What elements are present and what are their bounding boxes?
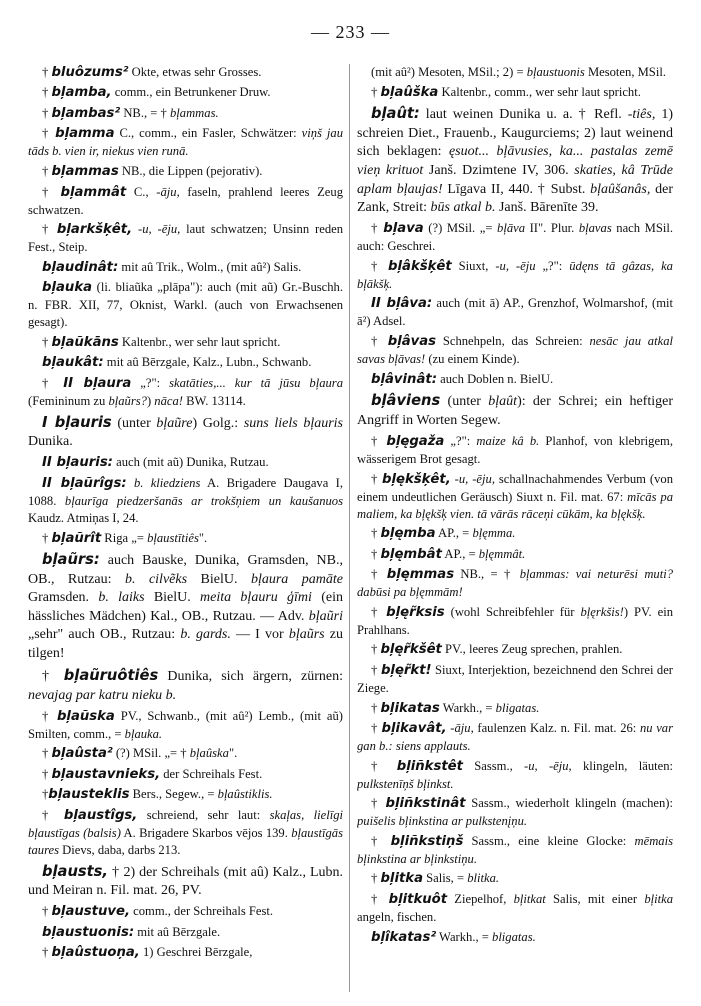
entry-example: bļaût — [488, 394, 518, 410]
entry-text: NB., die Lippen (pejorativ). — [118, 164, 263, 179]
dictionary-entry — [357, 795, 673, 830]
dictionary-entry — [28, 105, 343, 123]
entry-headword: bļammât — [60, 184, 127, 200]
entry-example: bļammas: vai neturēsi muti? dabūsi pa bļęmmām! — [357, 567, 673, 600]
dictionary-entry — [357, 391, 673, 430]
entry-text: Salis, mit einer — [545, 891, 645, 906]
dictionary-entry — [357, 84, 673, 102]
entry-example: bļęmma. — [472, 526, 516, 541]
entry-text: † — [371, 258, 389, 273]
dictionary-entry — [357, 891, 673, 926]
dictionary-entry — [28, 334, 343, 352]
entry-text: faseln, prahlend leeres Zeug schwatzen. — [28, 184, 343, 217]
entry-example: bļitka — [644, 891, 673, 906]
entry-headword: II bļaũrîgs: — [42, 475, 127, 491]
entry-text: 1) schreien Diet., Frauenb., Kaugurciems; 2) laut weinend sich beklagen: — [357, 107, 673, 160]
entry-text: † — [371, 567, 387, 582]
entry-text: † — [371, 662, 381, 677]
entry-text: nach MSil. auch: Geschrei. — [357, 221, 673, 254]
entry-text: „?": — [444, 433, 477, 448]
entry-example: bļaûstiklis. — [217, 787, 273, 802]
entry-text: Janš. Bārenīte 39. — [495, 200, 599, 216]
entry-text: Planhof, von klebrigem, wässerigem Brot gesagt. — [357, 433, 673, 466]
entry-text: comm., der Schreihals Fest. — [129, 904, 274, 919]
entry-text: (Femininum zu — [28, 393, 109, 408]
entry-text: † — [42, 334, 52, 349]
entry-text: † — [371, 546, 381, 561]
entry-example: bļavas — [578, 221, 612, 236]
entry-text: ): der Schrei; ein heftiger Angriff in Worten Segew. — [357, 394, 673, 428]
entry-example: skaties, kâ Trūde aplam bļaujas! — [357, 162, 673, 197]
entry-headword: bļęmba — [380, 526, 436, 542]
entry-text: † — [371, 526, 381, 541]
entry-text: (ein hässliches Mädchen) Kal., OB., Rutzau. — Adv. — [28, 590, 343, 624]
entry-headword: bļaũruôtiês — [63, 667, 159, 685]
entry-example: -u, -ēju, — [138, 222, 181, 237]
dictionary-entry — [357, 720, 673, 755]
entry-example: bļaurīga piedzeršanās ar trokšņiem un kaušanuos — [64, 493, 343, 508]
entry-text: (wohl Schreibfehler für — [444, 604, 581, 619]
entry-text: PV., Schwanb., (mit aû²) Lemb., (mit aũ) Smilten, comm., = — [28, 708, 343, 741]
entry-example: nu var gan b.: siens applauts. — [357, 721, 673, 753]
entry-example: bļaũrs? — [108, 393, 147, 408]
dictionary-entry — [357, 104, 673, 218]
entry-text: Janš. Dzimtene IV, 306. — [423, 162, 575, 178]
dictionary-entry — [357, 566, 673, 601]
dictionary-entry — [28, 944, 343, 962]
dictionary-entry — [28, 903, 343, 921]
entry-text: Kaltenbr., wer sehr laut spricht. — [118, 334, 281, 349]
entry-text: Siuxt, Interjektion, bezeichnend den Schrei der Ziege. — [357, 662, 673, 695]
entry-text: † — [42, 184, 61, 199]
dictionary-entry — [28, 862, 343, 901]
entry-headword: bļęgaža — [386, 433, 445, 449]
entry-text: C., — [126, 184, 157, 199]
entry-example: suns liels bļauris — [243, 415, 343, 431]
entry-text: NB., = † — [454, 567, 520, 582]
entry-text: † — [371, 721, 382, 736]
entry-text: † — [42, 65, 52, 79]
dictionary-entry — [357, 525, 673, 543]
entry-example: -u, -ēju, — [454, 471, 495, 486]
entry-text: † — [42, 708, 57, 723]
dictionary-entry — [28, 786, 343, 804]
entry-headword: bļękšķêt, — [382, 471, 451, 487]
entry-text: Bers., Segew., = — [129, 787, 218, 802]
dictionary-entry — [357, 546, 673, 564]
entry-text: Siuxt, — [451, 258, 496, 273]
entry-text: angeln, fischen. — [357, 909, 437, 924]
dictionary-entry — [28, 413, 343, 452]
entry-text: † — [42, 164, 52, 179]
entry-text: † — [42, 105, 52, 120]
entry-example: blitka. — [467, 871, 500, 886]
entry-headword: bļęmmas — [386, 567, 455, 583]
entry-text: † — [371, 433, 387, 448]
entry-text: † — [42, 222, 57, 237]
dictionary-entry — [357, 700, 673, 718]
dictionary-entry — [28, 221, 343, 256]
entry-text: mit aû Bērzgale, Kalz., Lubn., Schwanb. — [103, 355, 312, 370]
dictionary-entry — [28, 64, 343, 82]
dictionary-entry — [28, 766, 343, 784]
entry-headword: bļausteklis — [48, 787, 130, 803]
dictionary-entry — [28, 666, 343, 705]
entry-text: Salis, = — [423, 871, 468, 886]
entry-text: † — [42, 85, 52, 100]
entry-text: schallnachahmendes Verbum (von einem undeutlichen Geräusch) Siuxt n. Fil. mat. 67: — [357, 471, 673, 504]
entry-example: b. laiks — [98, 590, 145, 606]
dictionary-entry — [28, 530, 343, 548]
entry-text: auch (mit ā) AP., Grenzhof, Wolmarshof, (mit ā²) Adsel. — [357, 296, 673, 329]
entry-text: (unter — [440, 394, 489, 410]
entry-example: būs atkal b. — [430, 200, 496, 216]
entry-example: bļaûšanâs, — [590, 181, 651, 197]
entry-text: Dunika. — [28, 434, 73, 450]
entry-text: NB., = † — [120, 105, 170, 120]
entry-example: skatāties,... kur tā jūsu bļaura — [169, 375, 343, 390]
entry-example: bļauka. — [124, 726, 163, 741]
dictionary-entry — [28, 84, 343, 102]
entry-example: bļaustuonis — [526, 65, 585, 79]
entry-example: -āju, — [450, 721, 474, 736]
entry-text: „?": — [131, 375, 170, 390]
entry-text: † — [371, 471, 383, 486]
dictionary-entry — [357, 870, 673, 888]
entry-headword: II bļauris: — [42, 455, 113, 471]
entry-text: † — [42, 945, 52, 960]
entry-example: bļaustīgās taures — [28, 825, 343, 858]
entry-text: (?) MSil. „= — [423, 221, 498, 236]
entry-text: auch Doblen n. BielU. — [437, 371, 554, 386]
entry-text: ) — [146, 393, 155, 408]
entry-text: schreiend, sehr laut: — [137, 807, 270, 822]
entry-headword: bļambas² — [51, 105, 121, 121]
entry-text: Warkh., = — [439, 700, 496, 715]
entry-example: nevajag par katru nieku b. — [28, 687, 177, 703]
dictionary-entry — [357, 258, 673, 293]
entry-headword: bļamba, — [51, 85, 112, 101]
entry-example: maize kâ b. — [476, 433, 540, 448]
entry-headword: bļaustuve, — [51, 904, 130, 920]
entry-text: ". — [198, 530, 208, 545]
entry-example: bļitkat — [513, 891, 546, 906]
entry-text: † 2) der Schreihals (mit aû) Kalz., Lubn. und Meiran n. Fil. mat. 26, PV. — [28, 864, 343, 899]
entry-headword: bļikavât, — [381, 721, 447, 737]
entry-text: Līgava II, 440. † Subst. — [442, 181, 591, 197]
entry-headword: bļęr̃ksis — [386, 604, 445, 620]
entry-headword: bļaûsta² — [51, 746, 113, 762]
entry-text: BielU. — [187, 571, 251, 587]
entry-text: BW. 13114. — [182, 393, 246, 408]
entry-example: -u, -ēju — [495, 258, 536, 273]
entry-example: nesāc jau atkal savas bļāvas! — [357, 334, 673, 367]
dictionary-entry — [357, 371, 673, 389]
entry-example: ūdęns tā gâzas, ka bļākšķ. — [357, 258, 673, 291]
dictionary-entry — [28, 924, 343, 942]
entry-text: zu tilgen! — [28, 627, 343, 662]
dictionary-entry — [28, 454, 343, 472]
entry-example: b. kliedziens — [133, 475, 201, 490]
entry-text: (zu einem Kinde). — [425, 352, 520, 367]
entry-text: Dunika, sich ärgern, zürnen: — [158, 669, 343, 685]
entry-text: C., comm., ein Fasler, Schwätzer: — [114, 126, 302, 141]
entry-headword: bļikatas — [380, 700, 440, 716]
dictionary-entry — [28, 807, 343, 859]
entry-text: AP., = — [441, 546, 479, 561]
entry-text: † — [42, 746, 52, 761]
entry-text: Kaltenbr., comm., wer sehr laut spricht. — [438, 84, 641, 99]
entry-text: † — [42, 904, 52, 919]
entry-headword: bļaustuonis: — [42, 924, 135, 940]
entry-text: Riga „= — [101, 530, 148, 545]
entry-headword: bļâkšķêt — [388, 258, 452, 274]
entry-text: Sassm., wiederholt klingeln (machen): — [465, 796, 673, 811]
entry-text: (?) MSil. „= † — [112, 746, 190, 761]
right-column — [357, 64, 673, 996]
entry-text: (mit aû²) Mesoten, MSil.; 2) = — [371, 65, 527, 79]
entry-headword: II bļaura — [63, 375, 132, 391]
dictionary-entry — [28, 184, 343, 219]
dictionary-entry — [357, 333, 673, 368]
entry-example: b. cilvẽks — [124, 571, 188, 587]
left-column — [28, 64, 343, 996]
entry-text: Kaudz. Atmiņas I, 24. — [28, 510, 139, 525]
entry-headword: bļâvinât: — [371, 371, 437, 387]
entry-text: † — [371, 221, 384, 236]
entry-text: † — [371, 604, 387, 619]
dictionary-entry — [28, 745, 343, 763]
entry-headword: bļiñkstêt — [396, 758, 463, 774]
column-divider — [349, 64, 350, 992]
entry-headword: bļamma — [55, 126, 115, 142]
entry-text: A. Brigadere Skarbos vējos 139. — [120, 825, 292, 840]
dictionary-entry — [357, 662, 673, 697]
entry-headword: bļausts, — [42, 862, 109, 880]
entry-headword: bļaũrît — [51, 530, 102, 546]
entry-example: bļęrkšis! — [580, 604, 624, 619]
entry-text: † — [371, 642, 381, 657]
entry-example: bligatas. — [492, 929, 536, 944]
entry-text: † — [371, 871, 381, 886]
dictionary-entry — [357, 604, 673, 639]
entry-text: 1) Geschrei Bērzgale, — [139, 945, 253, 960]
entry-example: nāca! — [154, 393, 183, 408]
dictionary-entry — [357, 471, 673, 523]
entry-text: der Zank, Streit: — [357, 181, 673, 216]
entry-headword: bļaukât: — [42, 355, 104, 371]
entry-text: laut schwatzen; Unsinn reden Fest., Steip. — [28, 222, 343, 255]
entry-text: Ziepelhof, — [447, 891, 514, 906]
dictionary-entry — [357, 64, 673, 81]
entry-headword: I bļauris — [42, 413, 112, 431]
entry-text: BielU. — [144, 590, 201, 606]
entry-example: bļaura pamāte — [250, 571, 343, 587]
entry-text: † — [42, 766, 52, 781]
dictionary-entry — [28, 125, 343, 160]
entry-text: † — [42, 375, 64, 390]
entry-text: † — [42, 669, 64, 685]
entry-text: † — [42, 530, 52, 545]
entry-example: bļaũri — [308, 608, 343, 624]
entry-example: ęsuot... bļāvusies, ka... pastalas zemē vieņ krituot — [357, 144, 673, 178]
entry-text: † — [371, 700, 381, 715]
entry-text: mit aû Bērzgale. — [134, 924, 221, 939]
entry-example: skaļas, lielīgi bļaustīgas (balsis) — [28, 807, 343, 840]
entry-headword: bļaũska — [56, 708, 115, 724]
entry-example: bļaûska — [189, 746, 229, 761]
entry-headword: bļęr̃kšêt — [380, 642, 442, 658]
entry-headword: bļâviens — [371, 392, 441, 410]
entry-text: † — [371, 891, 389, 906]
dictionary-entry — [28, 475, 343, 527]
entry-example: bļęmmât. — [478, 546, 526, 561]
entry-text: „sehr" auch OB., Rutzau: — [28, 627, 181, 643]
entry-text: Warkh., = — [436, 929, 493, 944]
entry-text: † — [42, 787, 49, 802]
entry-headword: bļaûstuoņa, — [51, 945, 140, 961]
entry-headword: bļitkuôt — [388, 891, 448, 907]
entry-example: viņš jau tāds b. vien ir, niekus vien runā. — [28, 126, 343, 159]
entry-text: laut weinen Dunika u. a. † Refl. — [419, 107, 628, 123]
entry-headword: bļaûška — [380, 84, 439, 100]
entry-text: † — [42, 126, 56, 141]
entry-headword: bļaût: — [371, 105, 420, 123]
dictionary-entry — [28, 708, 343, 743]
dictionary-entry — [357, 929, 673, 947]
entry-text: † — [371, 758, 397, 773]
page-number: — 233 — — [311, 22, 390, 42]
entry-example: bļāva — [497, 221, 526, 236]
entry-text: † — [371, 833, 391, 848]
entry-example: bļaustītiês — [147, 530, 199, 545]
dictionary-entry — [357, 220, 673, 255]
entry-example: bligatas. — [495, 700, 540, 715]
entry-example: mīcās pa maliem, ka bļękšķ vien. tā vārās rāceņi cūkām, ka bļękšķ. — [357, 489, 673, 521]
entry-example: bļaũrs — [288, 627, 325, 643]
entry-text: A. Brigadere Daugava I, 1088. — [28, 475, 343, 508]
entry-example: mēmais bļinkstina ar bļinkstiņu. — [357, 833, 673, 866]
entry-headword: bļaũrs: — [42, 550, 100, 568]
entry-text: ) Golg.: — [192, 415, 244, 431]
entry-text: Dievs, daba, darbs 213. — [59, 843, 181, 858]
entry-text: † — [371, 796, 386, 811]
dictionary-entry — [28, 259, 343, 277]
entry-text: Schnehpeln, das Schreien: — [436, 334, 590, 349]
entry-text: ) PV. ein Prahlhans. — [357, 604, 673, 637]
entry-text: AP., = — [435, 526, 473, 541]
entry-text: klingeln, läuten: — [571, 758, 673, 773]
entry-text: Gramsden. — [28, 590, 99, 606]
entry-headword: bļiñkstinât — [385, 796, 466, 812]
entry-headword: bļaudinât: — [42, 259, 119, 275]
entry-text: Mesoten, MSil. — [584, 65, 666, 79]
entry-text: Sassm., eine kleine Glocke: — [463, 833, 635, 848]
entry-text: — I vor — [230, 627, 289, 643]
entry-text: „?": — [535, 258, 570, 273]
entry-headword: bļęr̃kt! — [380, 662, 432, 678]
entry-headword: bļitka — [380, 871, 424, 887]
entry-text: † — [371, 334, 388, 349]
dictionary-entry — [28, 550, 343, 664]
entry-headword: bļava — [383, 221, 424, 237]
entry-text: der Schreihals Fest. — [160, 766, 263, 781]
entry-example: bļaũre — [156, 415, 193, 431]
entry-headword: bļiñkstiņš — [390, 833, 464, 849]
entry-headword: bļarkšķêt, — [56, 222, 133, 238]
entry-headword: bļîkatas² — [371, 929, 437, 945]
entry-example: -u, -ēju, — [524, 758, 572, 773]
entry-headword: bluôzums² — [51, 65, 129, 80]
dictionary-entry — [28, 279, 343, 331]
entry-text: (li. bliaũka „plāpa"): auch (mit aũ) Gr.-Buschh. n. FBR. XII, 77, Oknist, Warkl. (auch von Erwachsenen gesagt). — [28, 280, 343, 330]
dictionary-entry — [28, 354, 343, 372]
entry-text: ". — [228, 746, 238, 761]
entry-headword: bļammas — [51, 164, 119, 180]
entry-text: auch Bauske, Dunika, Gramsden, NB., OB., Rutzau: — [28, 552, 343, 587]
dictionary-entry — [357, 758, 673, 793]
dictionary-entry — [28, 163, 343, 181]
dictionary-entry — [357, 433, 673, 468]
entry-text — [127, 476, 134, 490]
entry-example: puišelis bļinkstina ar pulkstenįņu. — [357, 814, 528, 829]
entry-headword: bļaũkāns — [51, 334, 119, 350]
entry-text: Sassm., — [462, 758, 525, 773]
entry-headword: bļâvas — [387, 334, 437, 350]
entry-text: comm., ein Betrunkener Druw. — [111, 85, 271, 100]
entry-text: Okte, etwas sehr Grosses. — [128, 65, 262, 79]
entry-example: -āju, — [156, 184, 180, 199]
entry-headword: bļaustavnieks, — [51, 766, 161, 782]
entry-text: PV., leeres Zeug sprechen, prahlen. — [441, 642, 623, 657]
entry-text: mit aû Trik., Wolm., (mit aû²) Salis. — [118, 259, 302, 274]
entry-headword: II bļâva: — [371, 296, 433, 312]
dictionary-entry — [357, 295, 673, 330]
entry-text: II". Plur. — [525, 221, 579, 236]
entry-example: -tiês, — [627, 107, 656, 123]
entry-headword: bļęmbât — [380, 546, 442, 562]
entry-text: faulenzen Kalz. n. Fil. mat. 26: — [473, 721, 640, 736]
entry-example: meita bļauru ģīmi — [200, 590, 312, 606]
entry-text: † — [371, 84, 381, 99]
entry-headword: bļaustîgs, — [63, 807, 138, 823]
dictionary-entry — [28, 375, 343, 410]
dictionary-entry — [357, 833, 673, 868]
entry-example: pulkstenīņš bļinkst. — [357, 776, 454, 791]
dictionary-entry — [357, 641, 673, 659]
entry-text: † — [42, 807, 64, 822]
entry-headword: bļauka — [42, 280, 93, 296]
entry-example: b. gards. — [180, 627, 231, 643]
entry-text: auch (mit aũ) Dunika, Rutzau. — [112, 455, 269, 470]
entry-text: (unter — [111, 415, 157, 431]
entry-example: bļammas. — [169, 105, 219, 120]
